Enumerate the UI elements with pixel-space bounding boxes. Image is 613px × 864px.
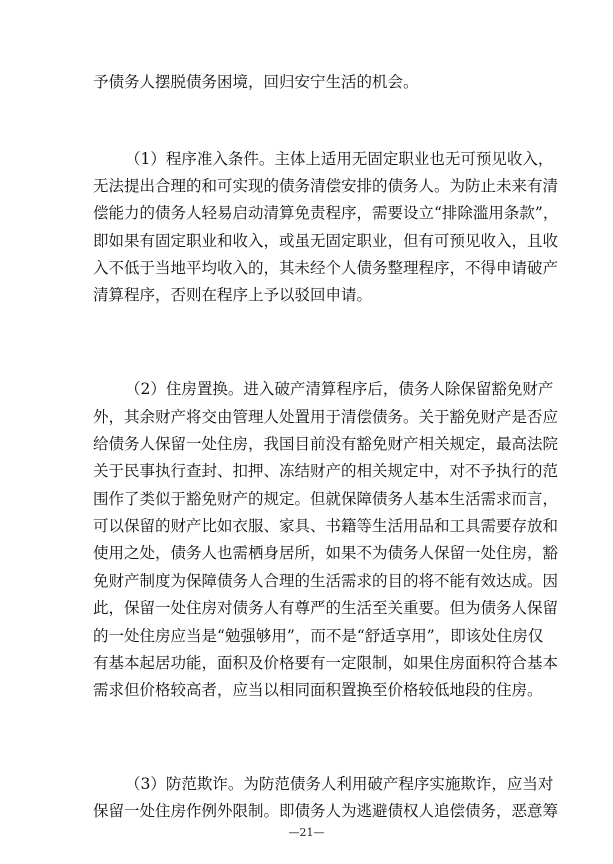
text-line: 可以保留的财产比如衣服、家具、书籍等生活用品和工具需要存放和 bbox=[93, 517, 559, 535]
text-line: 给债务人保留一处住房，我国目前没有豁免财产相关规定，最高法院 bbox=[93, 435, 559, 453]
text-line: 有基本起居功能，面积及价格要有一定限制，如果住房面积符合基本 bbox=[93, 654, 559, 672]
text-line: 围作了类似于豁免财产的规定。但就保障债务人基本生活需求而言， bbox=[93, 490, 559, 508]
text-line: 即如果有固定职业和收入，或虽无固定职业，但有可预见收入，且收 bbox=[93, 232, 559, 250]
text-line: 需求但价格较高者，应当以相同面积置换至价格较低地段的住房。 bbox=[93, 681, 543, 699]
page-number: —21— bbox=[288, 826, 325, 839]
text-line: 保留一处住房作例外限制。即债务人为逃避债权人追偿债务，恶意筹 bbox=[93, 802, 559, 820]
text-line: 予债务人摆脱债务困境，回归安宁生活的机会。 bbox=[93, 73, 419, 91]
text-line: 免财产制度为保障债务人合理的生活需求的目的将不能有效达成。因 bbox=[93, 572, 559, 590]
text-line: 关于民事执行查封、扣押、冻结财产的相关规定中，对不予执行的范 bbox=[93, 462, 559, 480]
text-line: （1）程序准入条件。主体上适用无固定职业也无可预见收入， bbox=[125, 150, 554, 168]
text-line: 清算程序，否则在程序上予以驳回申请。 bbox=[93, 286, 373, 304]
text-line: 使用之处，债务人也需栖身居所，如果不为债务人保留一处住房，豁 bbox=[93, 544, 559, 562]
text-line: 偿能力的债务人轻易启动清算免责程序，需要设立“排除滥用条款”， bbox=[93, 204, 559, 222]
text-line: （3）防范欺诈。为防范债务人利用破产程序实施欺诈，应当对 bbox=[125, 775, 554, 793]
text-line: （2）住房置换。进入破产清算程序后，债务人除保留豁免财产 bbox=[125, 380, 554, 398]
text-line: 入不低于当地平均收入的，其未经个人债务整理程序，不得申请破产 bbox=[93, 259, 559, 277]
text-line: 此，保留一处住房对债务人有尊严的生活至关重要。但为债务人保留 bbox=[93, 599, 559, 617]
text-line: 外，其余财产将交由管理人处置用于清偿债务。关于豁免财产是否应 bbox=[93, 408, 559, 426]
text-line: 无法提出合理的和可实现的债务清偿安排的债务人。为防止未来有清 bbox=[93, 177, 559, 195]
text-line: 的一处住房应当是“勉强够用”，而不是“舒适享用”，即该处住房仅 bbox=[93, 627, 544, 645]
